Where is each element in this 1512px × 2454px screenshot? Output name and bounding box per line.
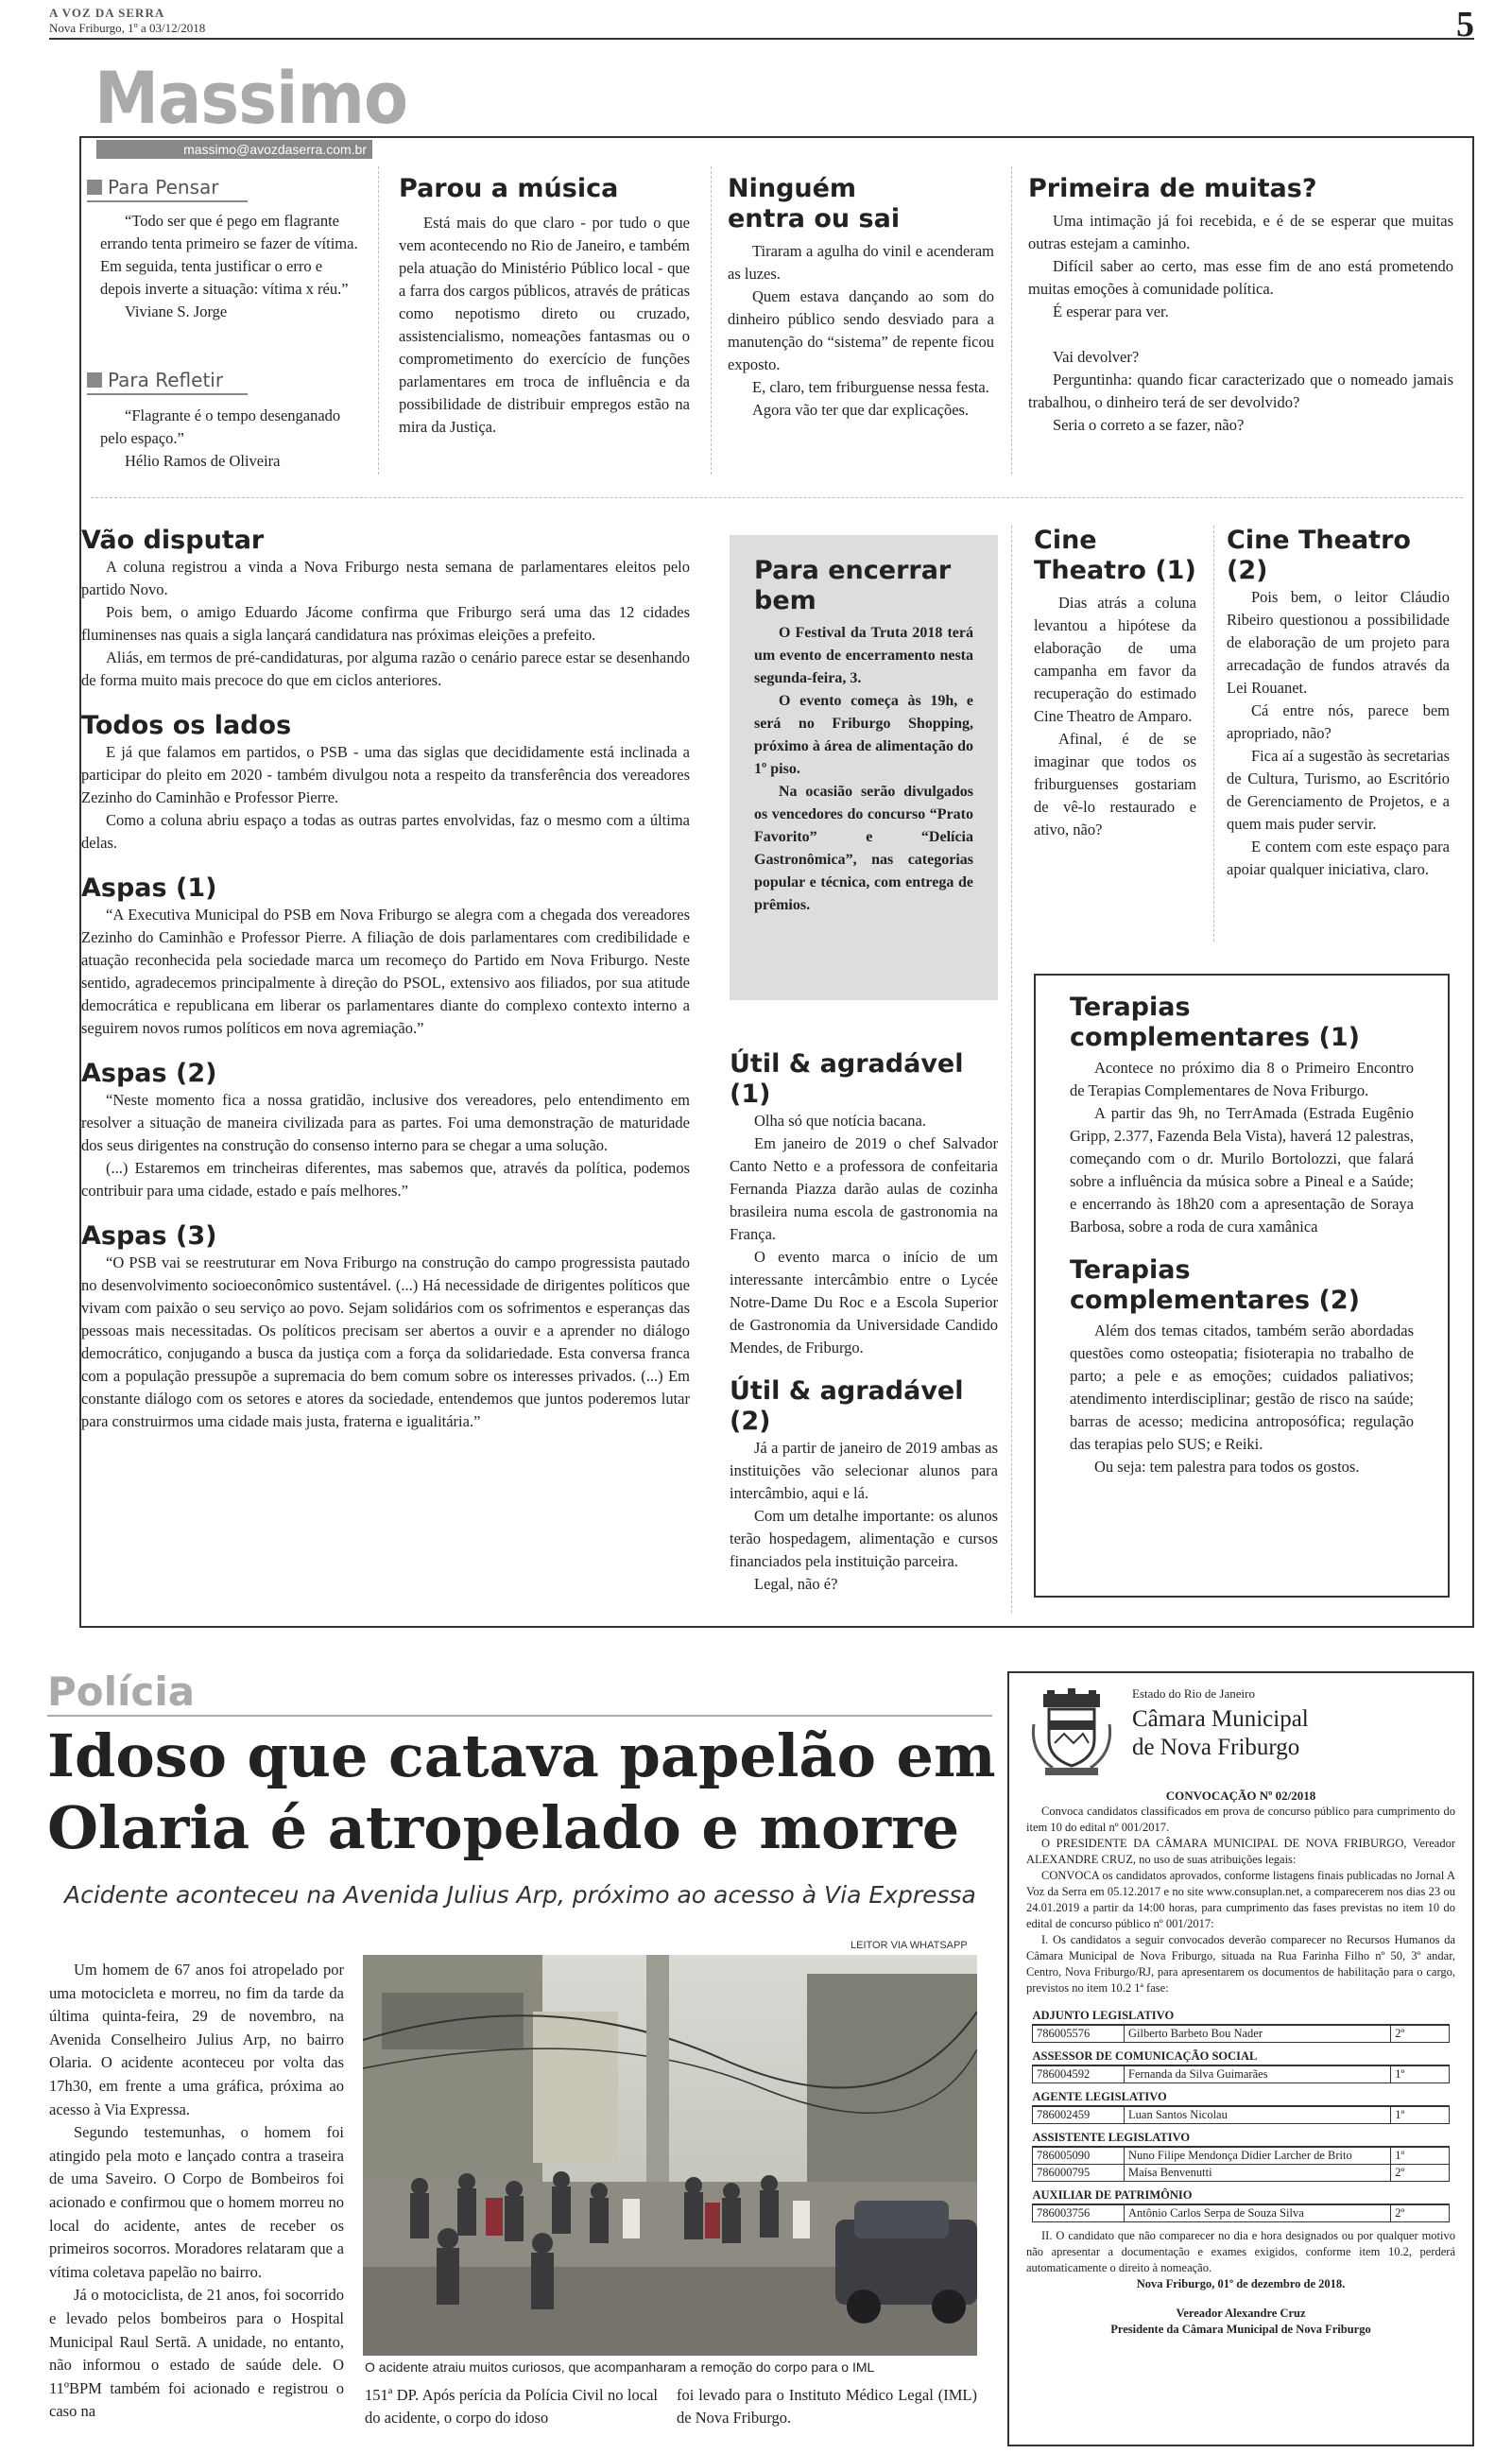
article-body xyxy=(81,1252,690,1433)
paragraph: foi levado para o Instituto Médico Legal (IML) de Nova Friburgo. xyxy=(677,2386,977,2427)
signature-name: Vereador Alexandre Cruz xyxy=(1176,2307,1306,2320)
photo-credit: LEITOR VIA WHATSAPP xyxy=(850,1940,968,1951)
article-title: Todos os lados xyxy=(81,711,292,740)
notice-org xyxy=(1132,1686,1309,1762)
paragraph: O PRESIDENTE DA CÂMARA MUNICIPAL DE NOVA FRIBURGO, Vereador ALEXANDRE CRUZ, no uso de suas atribuições legais: xyxy=(1026,1837,1455,1866)
paragraph: O evento marca o início de um interessante intercâmbio entre o Lycée Notre-Dame Du Roc e a Escola Superior de Gastronomia da Universidade Candido Mendes, de Friburgo. xyxy=(730,1248,998,1357)
article-body xyxy=(399,212,690,439)
paragraph: Dias atrás a coluna levantou a hipótese da elaboração de uma campanha em favor da recuperação do estimado Cine Theatro de Amparo. xyxy=(1034,594,1196,725)
heading-rule xyxy=(87,200,248,202)
paragraph: II. O candidato que não comparecer no dia e hora designados ou por qualquer motivo não apresentar a documentação e exames exigidos, conforme item 10.2, perderá automaticamente o direito à nomeação. xyxy=(1026,2229,1455,2274)
article-title: Primeira de muitas? xyxy=(1028,174,1317,203)
cargo-title: ASSISTENTE LEGISLATIVO xyxy=(1033,2130,1450,2147)
left-column xyxy=(81,526,690,1433)
paragraph: Segundo testemunhas, o homem foi atingido pela moto e lançado contra a traseira de uma Saveiro. O Corpo de Bombeiros foi acionado e confirmou que o homem morreu no local do acidente, antes de receber os primeiros socorros. Moradores relataram que a vítima coletava papelão no bairro. xyxy=(49,2123,344,2281)
article-body xyxy=(730,1110,998,1359)
paragraph: (...) Estaremos em trincheiras diferentes, mas sabemos que, através da política, podemos contribuir para uma cidade, estado e país melhores.” xyxy=(81,1159,690,1200)
paragraph: E contem com este espaço para apoiar qualquer iniciativa, claro. xyxy=(1227,838,1450,878)
column-divider xyxy=(1011,526,1012,1613)
paragraph: Aliás, em termos de pré-candidaturas, por alguma razão o cenário parece estar se desenhando de forma muito mais precoce do que em ciclos anteriores. xyxy=(81,648,690,689)
article-title: Terapias complementares (2) xyxy=(1070,1255,1360,1315)
paragraph: Legal, não é? xyxy=(754,1575,838,1593)
notice-body xyxy=(1026,1804,1455,1996)
paragraph: O Festival da Truta 2018 terá um evento de encerramento nesta segunda-feira, 3. xyxy=(754,625,973,686)
paragraph: Com um detalhe importante: os alunos terão hospedagem, alimentação e cursos financiados pela instituição parceira. xyxy=(730,1507,998,1570)
candidate-id: 786002459 xyxy=(1033,2106,1125,2124)
cargo-title: ASSESSOR DE COMUNICAÇÃO SOCIAL xyxy=(1033,2048,1450,2065)
column-divider xyxy=(1011,166,1012,475)
candidate-table xyxy=(1032,2089,1450,2124)
paragraph: Além dos temas citados, também serão abordadas questões como osteopatia; fisioterapia no trabalho de parto; a pele e as emoções; cuidados paliativos; atendimento interdisciplinar; gestão de risco na saúde; barras de acesso; medicina antroposófica; regulação das terapias pelo SUS; e Reiki. xyxy=(1070,1322,1414,1453)
paragraph: Ou seja: tem palestra para todos os gostos. xyxy=(1094,1458,1360,1476)
candidate-id: 786004592 xyxy=(1033,2065,1125,2083)
paragraph: “O PSB vai se reestruturar em Nova Friburgo na construção do campo progressista pautado no desenvolvimento socioeconômico sustentável. (...) Há necessidade de dirigentes políticos que vivam com paixão o seu serviço ao povo. Sejam solidários com os sofrimentos e esperanças das pessoas mais necessitadas. Os políticos precisam ser abertos a ouvir e a aprender no diálogo democrático, conjugando a busca da justiça com a força da solidariedade. Esta conversa franca com a população pressupõe a supremacia do bem comum sobre os interesses privados. (...) Em constante diálogo com os setores e atores da sociedade, entendemos que juntos poderemos lutar para construirmos uma cidade mais justa, fraterna e igualitária.” xyxy=(81,1253,690,1430)
article-title: Útil & agradável (2) xyxy=(730,1376,964,1436)
paragraph: 151ª DP. Após perícia da Polícia Civil no local do acidente, o corpo do idoso xyxy=(365,2386,658,2427)
candidate-tables xyxy=(1026,2008,1455,2222)
paragraph: Pois bem, o amigo Eduardo Jácome confirma que Friburgo será uma das 12 cidades fluminenses nas quais a sigla lançará candidatura nas próximas eleições a prefeito. xyxy=(81,603,690,644)
paragraph: Já a partir de janeiro de 2019 ambas as instituições vão selecionar alunos para intercâmbio, aqui e lá. xyxy=(730,1439,998,1502)
paragraph: Uma intimação já foi recebida, e é de se esperar que muitas outras estejam a caminho. xyxy=(1028,212,1453,252)
candidate-table xyxy=(1032,2008,1450,2043)
paragraph: I. Os candidatos a seguir convocados deverão comparecer no Recursos Humanos da Câmara Municipal de Nova Friburgo, situada na Rua Farinha Filho nº 50, 3º andar, Centro, Nova Friburgo/RJ, para apresentarem os documentos de habilitação para o cargo, previstos no item 10.2 1ª fase: xyxy=(1026,1933,1455,1995)
quote-author: Hélio Ramos de Oliveira xyxy=(125,452,281,470)
candidate-id: 786000795 xyxy=(1033,2165,1125,2182)
headline: Idoso que catava papelão em Olaria é atropelado e morre xyxy=(47,1721,996,1862)
paragraph: Acontece no próximo dia 8 o Primeiro Encontro de Terapias Complementares de Nova Friburgo. xyxy=(1070,1059,1414,1099)
quote-text xyxy=(87,210,361,323)
quote-body: “Todo ser que é pego em flagrante errando tenta primeiro se fazer de vítima. Em seguida, tenta justificar o erro e depois inverte a situação: vítima x réu.” xyxy=(100,212,358,298)
article-body xyxy=(1028,210,1453,437)
article-body xyxy=(1070,1320,1414,1478)
article-body xyxy=(1034,592,1196,841)
article-title: Ninguém entra ou sai xyxy=(728,174,901,233)
candidate-name: Gilberto Barbeto Bou Nader xyxy=(1125,2025,1391,2043)
paragraph: Perguntinha: quando ficar caracterizado que o nomeado jamais trabalhou, o dinheiro terá de ser devolvido? xyxy=(1028,371,1453,411)
quote-heading-label: Para Refletir xyxy=(108,369,224,391)
photo-caption: O acidente atraiu muitos curiosos, que acompanharam a remoção do corpo para o IML xyxy=(365,2359,875,2375)
quote-author: Viviane S. Jorge xyxy=(125,302,228,320)
square-icon xyxy=(87,372,102,388)
article-body xyxy=(81,741,690,855)
paragraph: A coluna registrou a vinda a Nova Friburgo nesta semana de parlamentares eleitos pelo partido Novo. xyxy=(81,558,690,598)
article-title: Para encerrar bem xyxy=(754,556,952,615)
article-body xyxy=(1227,586,1450,881)
square-icon xyxy=(87,180,102,195)
notice-header xyxy=(1026,1686,1455,1777)
article-title: Aspas (1) xyxy=(81,873,217,903)
table-row xyxy=(1033,2147,1450,2165)
article-cine-1 xyxy=(1034,526,1196,841)
section-rule xyxy=(47,1715,992,1717)
edition-date: Nova Friburgo, 1º a 03/12/2018 xyxy=(49,21,206,35)
paragraph: Olha só que notícia bacana. xyxy=(754,1112,926,1130)
table-row xyxy=(1033,2204,1450,2222)
article-title: Cine Theatro (2) xyxy=(1227,526,1411,585)
paragraph: E, claro, tem friburguense nessa festa. xyxy=(752,378,989,396)
paragraph: Um homem de 67 anos foi atropelado por uma motocicleta e morreu, no fim da tarde da última quinta-feira, 29 de novembro, na Avenida Conselheiro Julius Arp, no bairro Olaria. O acidente aconteceu por volta das 17h30, em frente a uma gráfica, próxima ao acesso à Via Expressa. xyxy=(49,1961,344,2118)
article-title: Parou a música xyxy=(399,174,619,203)
news-body-col1 xyxy=(49,1959,344,2424)
notice-footer xyxy=(1026,2228,1455,2338)
notice-date: Nova Friburgo, 01º de dezembro de 2018. xyxy=(1136,2277,1346,2290)
boxed-article-terapias xyxy=(1034,974,1450,1598)
candidate-name: Luan Santos Nicolau xyxy=(1125,2106,1391,2124)
article-body xyxy=(81,556,690,692)
news-body-col3 xyxy=(677,2384,977,2429)
candidate-rank: 2º xyxy=(1391,2204,1450,2222)
article-cine-2 xyxy=(1227,526,1450,881)
article-title: Vão disputar xyxy=(81,526,265,555)
paragraph: Seria o correto a se fazer, não? xyxy=(1053,416,1245,434)
candidate-rank: 1º xyxy=(1391,2147,1450,2165)
quote-heading xyxy=(87,369,361,391)
column-email[interactable]: massimo@avozdaserra.com.br xyxy=(96,140,372,159)
boxed-article-encerrar xyxy=(730,535,998,1000)
table-row xyxy=(1033,2025,1450,2043)
table-row xyxy=(1033,2165,1450,2182)
quote-body: “Flagrante é o tempo desenganado pelo espaço.” xyxy=(100,406,341,447)
article-body xyxy=(81,904,690,1040)
cargo-title: AUXILIAR DE PATRIMÔNIO xyxy=(1033,2187,1450,2204)
paragraph: Na ocasião serão divulgados os vencedores do concurso “Prato Favorito” e “Delícia Gastronômica”, nas categorias popular e técnica, com entrega de prêmios. xyxy=(754,784,973,913)
candidate-rank: 2º xyxy=(1391,2165,1450,2182)
candidate-name: Maísa Benvenutti xyxy=(1125,2165,1391,2182)
candidate-table xyxy=(1032,2048,1450,2083)
article-body xyxy=(81,1089,690,1202)
article-title: Útil & agradável (1) xyxy=(730,1049,964,1109)
paragraph: Afinal, é de se imaginar que todos os friburguenses gostariam de vê-lo restaurado e ativo, não? xyxy=(1034,730,1196,838)
table-row xyxy=(1033,2106,1450,2124)
candidate-id: 786003756 xyxy=(1033,2204,1125,2222)
paragraph: E já que falamos em partidos, o PSB - uma das siglas que decididamente está inclinada a participar do pleito em 2020 - também divulgou nota a respeito da transferência dos vereadores Zezinho do Caminhão e Professor Pierre. xyxy=(81,743,690,806)
article-ninguem xyxy=(728,174,994,422)
article-body xyxy=(1070,1057,1414,1238)
article-util xyxy=(730,1049,998,1596)
paragraph: Pois bem, o leitor Cláudio Ribeiro questionou a possibilidade de elaboração de um projeto para arrecadação de fundos através da Lei Rouanet. xyxy=(1227,588,1450,697)
subheadline: Acidente aconteceu na Avenida Julius Arp, próximo ao acesso à Via Expressa xyxy=(64,1881,976,1909)
quote-refletir xyxy=(87,369,361,473)
paragraph: Em janeiro de 2019 o chef Salvador Canto Netto e a professora de confeitaria Fernanda Piazza darão aulas de cozinha brasileira numa escola de gastronomia na França. xyxy=(730,1134,998,1243)
cargo-title: ADJUNTO LEGISLATIVO xyxy=(1033,2008,1450,2025)
paragraph: É esperar para ver. xyxy=(1053,302,1169,320)
paragraph: Está mais do que claro - por tudo o que vem acontecendo no Rio de Janeiro, e também pela atuação do Ministério Público local - que a farra dos cargos públicos, através de práticas como nepotismo direto ou cruzado, assistencialismo, nomeações fantasmas ou o comprometimento do exercício de funções parlamentares em troca de influência e da possibilidade de distribuir empregos estão na mira da Justiça. xyxy=(399,214,690,436)
paragraph: Vai devolver? xyxy=(1053,348,1140,366)
article-parou-musica xyxy=(399,174,690,439)
row-divider xyxy=(91,497,1463,498)
article-primeira xyxy=(1028,174,1453,437)
column-divider xyxy=(711,166,712,475)
paragraph: O evento começa às 19h, e será no Friburgo Shopping, próximo à área de alimentação do 1º piso. xyxy=(754,693,973,777)
candidate-name: Nuno Filipe Mendonça Didier Larcher de Brito xyxy=(1125,2147,1391,2165)
coat-of-arms-icon xyxy=(1026,1686,1117,1777)
table-row xyxy=(1033,2065,1450,2083)
paragraph: Tiraram a agulha do vinil e acenderam as luzes. xyxy=(728,242,994,283)
paragraph: Já o motociclista, de 21 anos, foi socorrido e levado pelos bombeiros para o Hospital Municipal Raul Sertã. A unidade, no entanto, não informou o estado de saúde dele. O 11ºBPM também foi acionado e registrou o caso na xyxy=(49,2286,344,2421)
candidate-table xyxy=(1032,2130,1450,2182)
article-body xyxy=(730,1437,998,1596)
paragraph: Agora vão ter que dar explicações. xyxy=(752,401,970,419)
news-body-col2 xyxy=(365,2384,658,2429)
paragraph: Quem estava dançando ao som do dinheiro público sendo desviado para a manutenção do “sistema” de repente ficou exposto. xyxy=(728,287,994,373)
notice-state: Estado do Rio de Janeiro xyxy=(1132,1686,1255,1701)
newspaper-name: A VOZ DA SERRA xyxy=(49,6,165,20)
notice-org-line1: Câmara Municipal xyxy=(1132,1706,1309,1732)
quote-pensar xyxy=(87,176,361,323)
paragraph: Como a coluna abriu espaço a todas as outras partes envolvidas, faz o mesmo com a última delas. xyxy=(81,811,690,852)
article-title: Aspas (3) xyxy=(81,1221,217,1251)
candidate-id: 786005090 xyxy=(1033,2147,1125,2165)
quote-heading xyxy=(87,176,361,199)
paragraph: “A Executiva Municipal do PSB em Nova Friburgo se alegra com a chegada dos vereadores Zezinho do Caminhão e Professor Pierre. A filiação de dois parlamentares com credibilidade e atuação reconhecida pela sociedade marca um recomeço do Partido em Nova Friburgo. Neste sentido, agradecemos principalmente à direção do PSOL, extensivo aos filiados, por sua atitude democrática e republicana em liberar os parlamentares diante do complexo contexto interno a seguirem novos rumos políticos em nova agremiação.” xyxy=(81,906,690,1037)
column-divider xyxy=(1213,526,1214,942)
cargo-title: AGENTE LEGISLATIVO xyxy=(1033,2089,1450,2106)
paragraph: Difícil saber ao certo, mas esse fim de ano está prometendo muitas emoções à comunidade política. xyxy=(1028,257,1453,298)
news-photo[interactable] xyxy=(363,1955,977,2356)
header-rule xyxy=(49,38,1474,40)
signature-title: Presidente da Câmara Municipal de Nova Friburgo xyxy=(1110,2323,1371,2336)
page-number: 5 xyxy=(1456,5,1474,44)
notice-title: CONVOCAÇÃO Nº 02/2018 xyxy=(1165,1789,1316,1803)
quote-text xyxy=(87,405,361,473)
paragraph: Cá entre nós, parece bem apropriado, não? xyxy=(1227,701,1450,742)
column-divider xyxy=(378,166,379,475)
candidate-rank: 1º xyxy=(1391,2106,1450,2124)
official-notice xyxy=(1007,1671,1474,2446)
paragraph: A partir das 9h, no TerrAmada (Estrada Eugênio Gripp, 2.377, Fazenda Bela Vista), haverá 12 palestras, começando com o dr. Murilo Bortolozzi, que falará sobre a influência da música sobre a Pineal e a Saúde; e encerrando às 18h20 com a apresentação de Soraya Barbosa, sobre a roda de cura xamânica xyxy=(1070,1104,1414,1236)
article-title: Terapias complementares (1) xyxy=(1070,993,1360,1052)
candidate-rank: 1º xyxy=(1391,2065,1450,2083)
article-body xyxy=(728,240,994,422)
quote-heading-label: Para Pensar xyxy=(108,176,219,199)
section-label: Polícia xyxy=(47,1668,196,1715)
paragraph: Convoca candidatos classificados em prova de concurso público para cumprimento do item 10 do edital nº 001/2017. xyxy=(1026,1805,1455,1834)
candidate-rank: 2º xyxy=(1391,2025,1450,2043)
paragraph: “Neste momento fica a nossa gratidão, inclusive dos vereadores, pelo entendimento em resolver a situação de maneira civilizada para as partes. Foi uma demonstração de maturidade dos seus dirigentes na construção do consenso interno para se chegar a uma solução. xyxy=(81,1091,690,1154)
street-scene-image xyxy=(363,1955,977,2356)
candidate-table xyxy=(1032,2187,1450,2222)
candidate-id: 786005576 xyxy=(1033,2025,1125,2043)
notice-org-line2: de Nova Friburgo xyxy=(1132,1735,1300,1760)
column-title: Massimo xyxy=(94,56,408,140)
paragraph: CONVOCA os candidatos aprovados, conforme listagens finais publicadas no Jornal A Voz da Serra em 05.12.2017 e no site www.consuplan.net, a comparecerem nos dias 23 ou 24.01.2019 a partir da 14:00 horas, para cumprimento das fases previstas no item 10 do edital de concurso público nº 001/2017: xyxy=(1026,1869,1455,1930)
article-title: Cine Theatro (1) xyxy=(1034,526,1196,585)
candidate-name: Fernanda da Silva Guimarães xyxy=(1125,2065,1391,2083)
article-title: Aspas (2) xyxy=(81,1059,217,1088)
heading-rule xyxy=(87,393,248,395)
article-body xyxy=(754,622,973,917)
candidate-name: Antônio Carlos Serpa de Souza Silva xyxy=(1125,2204,1391,2222)
paragraph: Fica aí a sugestão às secretarias de Cultura, Turismo, ao Escritório de Gerenciamento de Projetos, e a quem mais puder servir. xyxy=(1227,747,1450,833)
